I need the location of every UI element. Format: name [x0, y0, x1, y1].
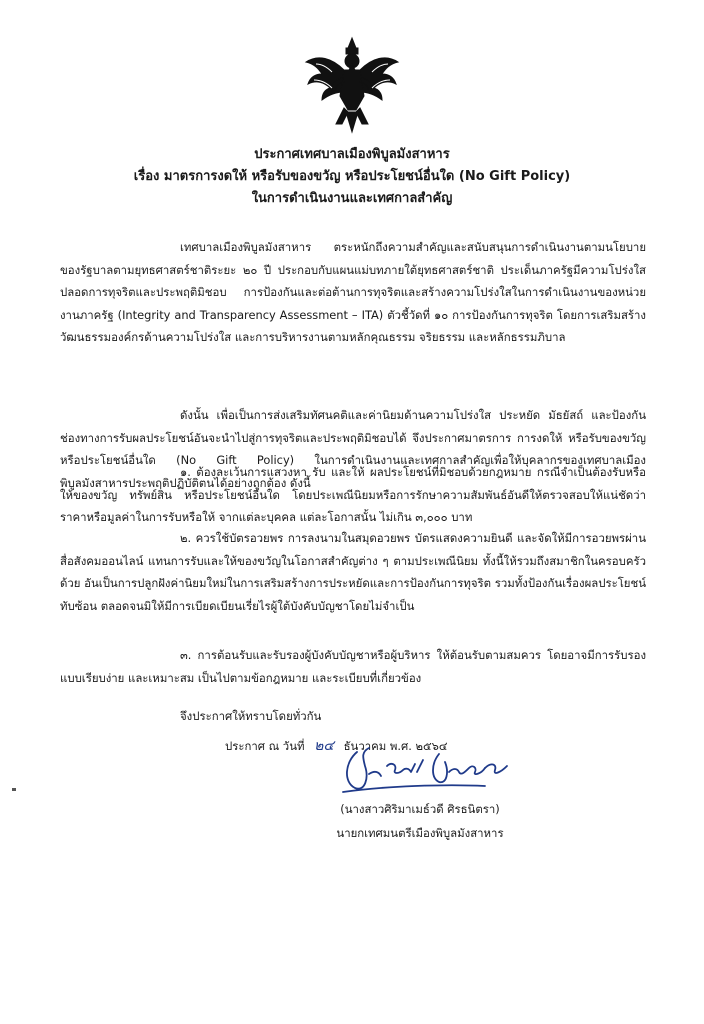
paragraph-background: เทศบาลเมืองพิบูลมังสาหาร ตระหนักถึงความสำคัญและสนับสนุนการดำเนินงานตามนโยบายของรัฐบาลตามยุทธศาสตร์ชาติระยะ ๒๐ ปี ประกอบกับแผนแม่บทภายใต้ยุทธศาสตร์ชาติ ประเด็นภาครัฐมีความโปร่งใส ปลอดการทุจริตและประพฤติมิชอบ การป้องกันและต่อต้านการทุจริตและสร้างความโปร่งใสในการดำเนินงานของหน่วยงานภาครัฐ (Integrity and Transparency Assessment – ITA) ตัวชี้วัดที่ ๑๐ การป้องกันการทุจริต โดยการเสริมสร้างวัฒนธรรมองค์กรด้านความโปร่งใส และการบริหารงานตามหลักคุณธรรม จริยธรรม และหลักธรรมภิบาล	[60, 240, 646, 345]
handwritten-signature	[335, 738, 525, 800]
announcement-title	[60, 144, 644, 210]
measure-item-1: ๑. ต้องละเว้นการแสวงหา รับ และให้ ผลประโยชน์ที่มิชอบด้วยกฎหมาย กรณีจำเป็นต้องรับหรือให้ของขวัญ ทรัพย์สิน หรือประโยชน์อื่นใด โดยประเพณีนิยมหรือการรักษาความสัมพันธ์อันดีให้ตรวจสอบให้แน่ชัดว่าราคาหรือมูลค่าในการรับหรือให้ จากแต่ละบุคคล แต่ละโอกาสนั้น ไม่เกิน ๓,๐๐๐ บาท	[60, 465, 646, 525]
garuda-emblem-icon	[302, 34, 402, 136]
date-month-year: ธันวาคม พ.ศ. ๒๕๖๔	[343, 739, 448, 753]
closing-statement: จึงประกาศให้ทราบโดยทั่วกัน	[180, 709, 322, 723]
title-context: ในการดำเนินงานและเทศกาลสำคัญ	[251, 191, 453, 206]
signatory-name: (นางสาวศิริมาเมธ์วดี ศิรธนิตรา)	[340, 802, 500, 816]
date-prefix: ประกาศ ณ วันที่	[225, 739, 305, 753]
signatory-position: นายกเทศมนตรีเมืองพิบูลมังสาหาร	[336, 826, 504, 840]
paragraph-announcement: ดังนั้น เพื่อเป็นการส่งเสริมทัศนคติและค่านิยมด้านความโปร่งใส ประหยัด มัธยัสถ์ และป้องกันช่องทางการรับผลประโยชน์อันจะนำไปสู่การทุจริตและประพฤติมิชอบได้ จึงประกาศมาตรการ การงดให้ หรือรับของขวัญ หรือประโยชน์อื่นใด (No Gift Policy) ในการดำเนินงานและเทศกาลสำคัญเพื่อให้บุคลากรของเทศบาลเมืองพิบูลมังสาหารประพฤติปฏิบัติตนได้อย่างถูกต้อง ดังนี้	[60, 408, 646, 490]
date-day: ๒๔	[314, 738, 334, 754]
title-issuer: ประกาศเทศบาลเมืองพิบูลมังสาหาร	[254, 147, 450, 162]
measure-item-3: ๓. การต้อนรับและรับรองผู้บังคับบัญชาหรือผู้บริหาร ให้ต้อนรับตามสมควร โดยอาจมีการรับรองแบบเรียบง่าย และเหมาะสม เป็นไปตามข้อกฎหมาย และระเบียบที่เกี่ยวข้อง	[60, 648, 646, 685]
title-subject: เรื่อง มาตรการงดให้ หรือรับของขวัญ หรือประโยชน์อื่นใด (No Gift Policy)	[133, 169, 571, 184]
margin-mark	[12, 788, 16, 791]
measure-item-2: ๒. ควรใช้บัตรอวยพร การลงนามในสมุดอวยพร บัตรแสดงความยินดี และจัดให้มีการอวยพรผ่านสื่อสังคมออนไลน์ แทนการรับและให้ของขวัญในโอกาสสำคัญต่าง ๆ ตามประเพณีนิยม ทั้งนี้ให้รวมถึงสมาชิกในครอบครัวด้วย อันเป็นการปลูกฝังค่านิยมใหม่ในการเสริมสร้างการประหยัดและการป้องกันการทุจริต รวมทั้งป้องกันเรื่องผลประโยชน์ทับซ้อน ตลอดจนมิให้มีการเบียดเบียนเรี่ยไรผู้ใต้บังคับบัญชาโดยไม่จำเป็น	[60, 531, 646, 613]
